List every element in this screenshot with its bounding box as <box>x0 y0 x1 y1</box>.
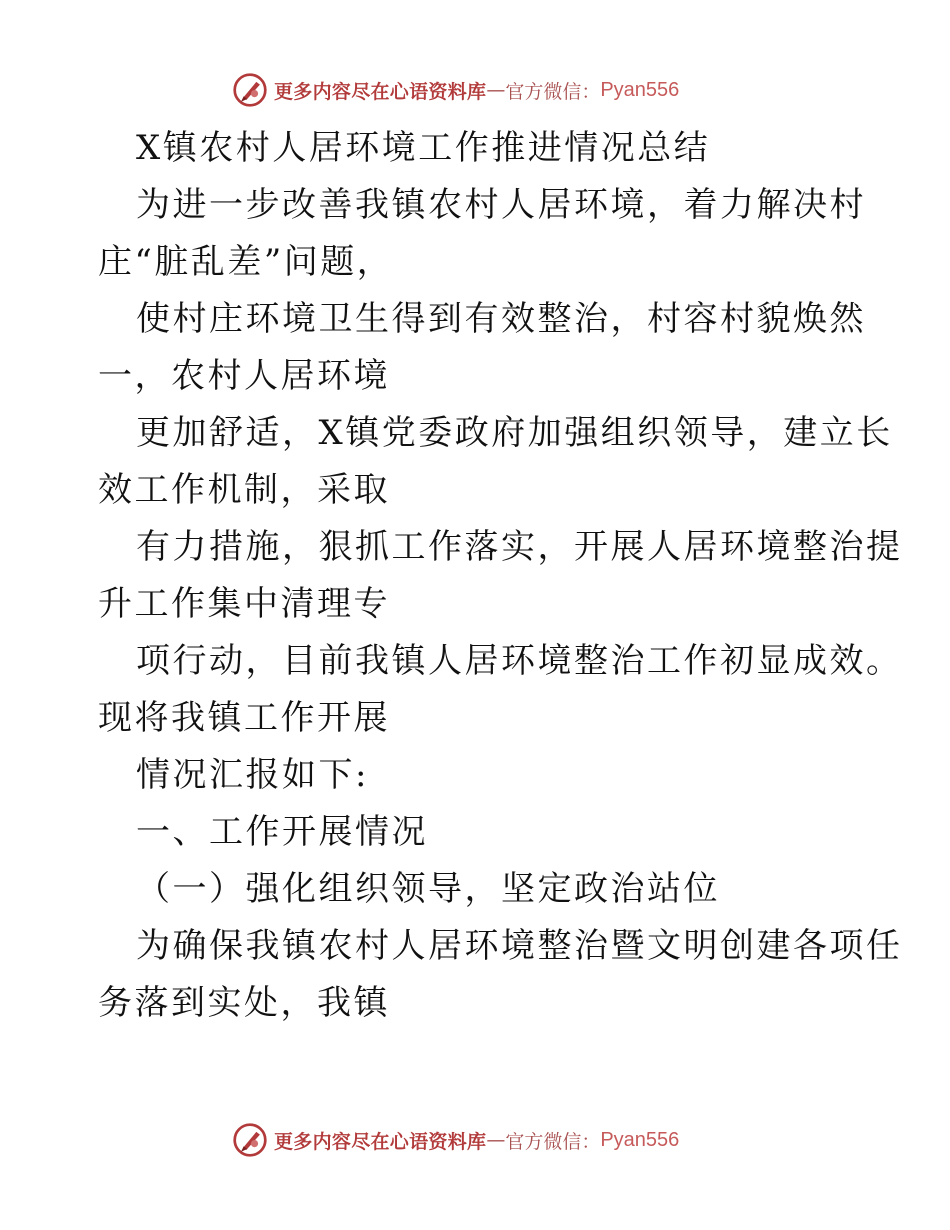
footer-wechat-id: Pyan556 <box>600 1128 680 1151</box>
paragraph-line: 现将我镇工作开展 <box>98 698 390 738</box>
paragraph-line: 效工作机制，采取 <box>98 470 390 510</box>
header-banner-dash: — <box>486 79 506 101</box>
paragraph-line: 使村庄环境卫生得到有效整治，村容村貌焕然 <box>136 299 866 339</box>
header-banner <box>232 70 679 110</box>
header-wechat-id: Pyan556 <box>600 78 680 101</box>
header-banner-text: 更多内容尽在心语资料库 <box>274 80 487 103</box>
section-heading: 一、工作开展情况 <box>136 812 428 852</box>
footer-banner-dash: — <box>486 1129 506 1151</box>
subsection-heading: （一）强化组织领导，坚定政治站位 <box>136 869 720 909</box>
paragraph-line: 有力措施，狠抓工作落实，开展人居环境整治提 <box>136 527 903 567</box>
document-body <box>98 120 903 1032</box>
footer-banner-text: 更多内容尽在心语资料库 <box>274 1130 487 1153</box>
quill-pen-logo-icon <box>232 1122 268 1158</box>
paragraph-line: 为进一步改善我镇农村人居环境，着力解决村 <box>136 185 866 225</box>
paragraph-line: 一，农村人居环境 <box>98 356 390 396</box>
paragraph-line: 务落到实处，我镇 <box>98 983 390 1023</box>
footer-banner <box>232 1120 679 1160</box>
quill-pen-logo-icon <box>232 72 268 108</box>
paragraph-line: 庄“脏乱差”问题， <box>98 242 394 282</box>
document-title: X镇农村人居环境工作推进情况总结 <box>136 128 711 168</box>
footer-wechat-label: 官方微信： <box>505 1130 601 1153</box>
paragraph-line: 更加舒适，X镇党委政府加强组织领导，建立长 <box>136 413 893 453</box>
paragraph-line: 升工作集中清理专 <box>98 584 390 624</box>
paragraph-line: 项行动，目前我镇人居环境整治工作初显成效。 <box>136 641 903 681</box>
paragraph-line: 情况汇报如下: <box>136 755 369 795</box>
paragraph-line: 为确保我镇农村人居环境整治暨文明创建各项任 <box>136 926 903 966</box>
header-wechat-label: 官方微信： <box>505 80 601 103</box>
